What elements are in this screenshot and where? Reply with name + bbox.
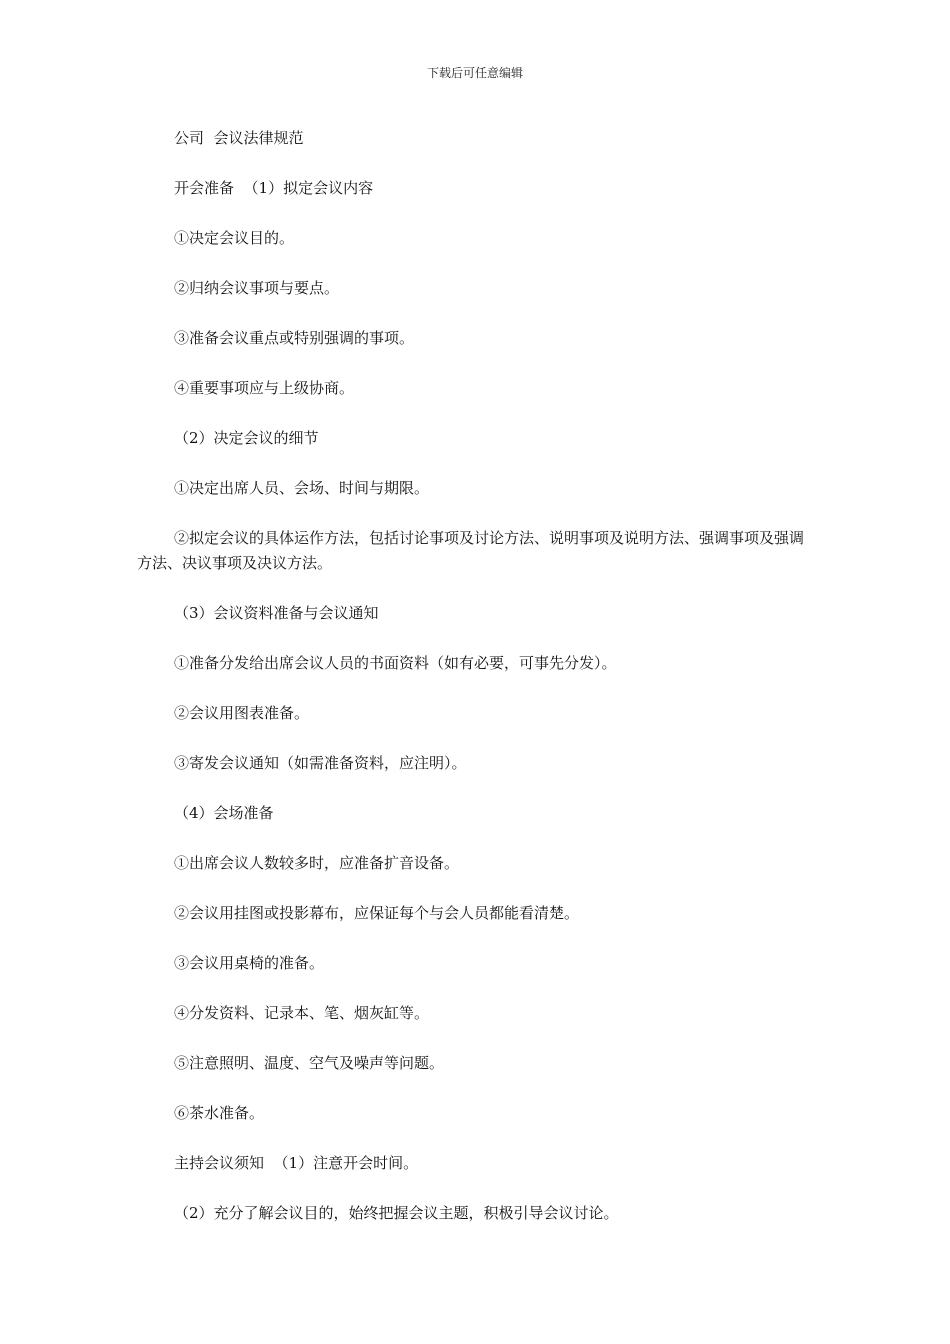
paragraph: ③会议用桌椅的准备。: [174, 954, 325, 972]
paragraph: ⑥茶水准备。: [174, 1104, 265, 1122]
paragraph: ①准备分发给出席会议人员的书面资料（如有必要，可事先分发）。: [174, 654, 617, 672]
paragraph: ①决定会议目的。: [174, 229, 295, 247]
paragraph: 开会准备 （1）拟定会议内容: [174, 179, 374, 197]
paragraph: ③准备会议重点或特别强调的事项。: [174, 329, 415, 347]
paragraph: ①出席会议人数较多时，应准备扩音设备。: [174, 854, 460, 872]
paragraph: ②归纳会议事项与要点。: [174, 279, 340, 297]
paragraph: ④分发资料、记录本、笔、烟灰缸等。: [174, 1004, 430, 1022]
paragraph: （3）会议资料准备与会议通知: [174, 604, 379, 622]
page-header-note: 下载后可任意编辑: [426, 66, 523, 80]
paragraph: ②拟定会议的具体运作方法，包括讨论事项及讨论方法、说明事项及说明方法、强调事项及强调方法、决议事项及决议方法。: [137, 529, 805, 572]
paragraph: ②会议用挂图或投影幕布，应保证每个与会人员都能看清楚。: [174, 904, 580, 922]
document-body: [137, 126, 817, 1251]
paragraph: （2）充分了解会议目的，始终把握会议主题，积极引导会议讨论。: [174, 1204, 619, 1222]
paragraph: ⑤注意照明、温度、空气及噪声等问题。: [174, 1054, 445, 1072]
paragraph: （2）决定会议的细节: [174, 429, 319, 447]
paragraph: ①决定出席人员、会场、时间与期限。: [174, 479, 430, 497]
paragraph: （4）会场准备: [174, 804, 274, 822]
paragraph: 主持会议须知 （1）注意开会时间。: [174, 1154, 419, 1172]
paragraph: ②会议用图表准备。: [174, 704, 310, 722]
paragraph: ③寄发会议通知（如需准备资料，应注明）。: [174, 754, 467, 772]
paragraph: ④重要事项应与上级协商。: [174, 379, 355, 397]
document-title: 公司 会议法律规范: [174, 129, 304, 147]
